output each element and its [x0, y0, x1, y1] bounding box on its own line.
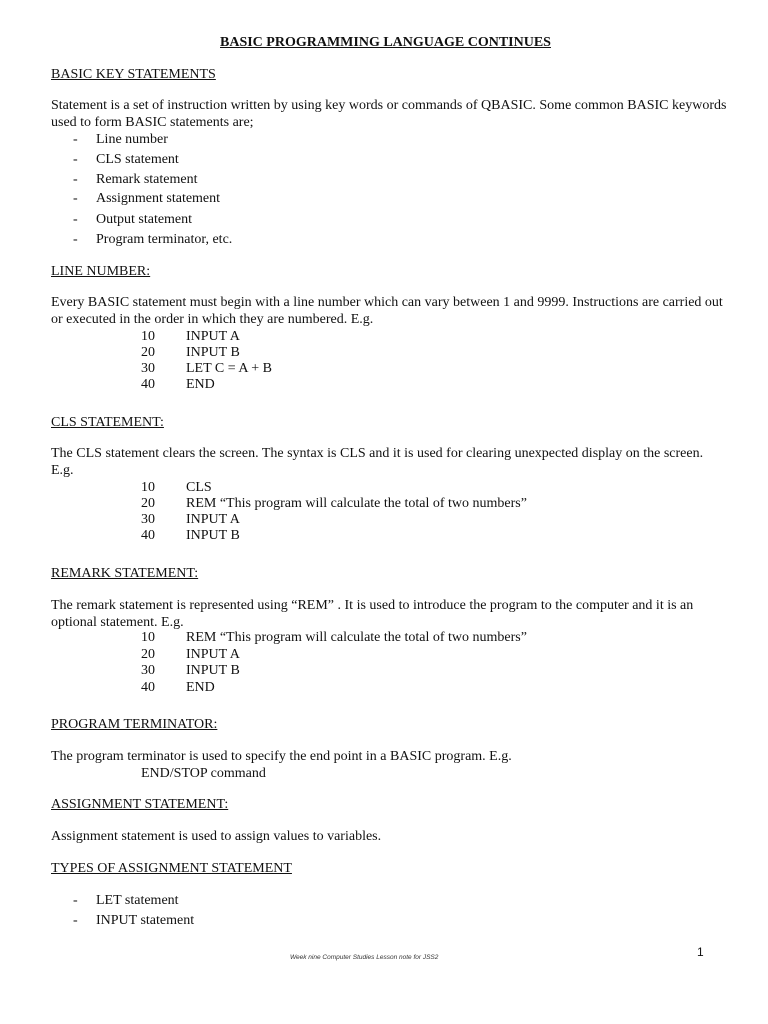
- list-bullet: -: [73, 172, 78, 187]
- code-line-number: 10: [141, 329, 155, 344]
- list-bullet: -: [73, 913, 78, 928]
- code-line-number: 10: [141, 630, 155, 645]
- section-heading-types-of-assignment: TYPES OF ASSIGNMENT STATEMENT: [51, 861, 292, 876]
- section-heading-assignment: ASSIGNMENT STATEMENT:: [51, 797, 229, 812]
- list-item: Output statement: [96, 212, 193, 227]
- page-footer: Week nine Computer Studies Lesson note for JSS2: [290, 954, 439, 961]
- list-bullet: -: [73, 232, 78, 247]
- program-terminator-example: END/STOP command: [141, 766, 266, 781]
- code-line-number: 20: [141, 647, 155, 662]
- remark-text: The remark statement is represented using “REM” . It is used to introduce the program to the computer and it is an optional statement. E.g.: [51, 598, 694, 630]
- list-bullet: -: [73, 212, 78, 227]
- code-line-number: 40: [141, 377, 155, 392]
- code-statement: REM “This program will calculate the total of two numbers”: [186, 496, 527, 511]
- code-line-number: 10: [141, 480, 155, 495]
- list-bullet: -: [73, 152, 78, 167]
- list-item: INPUT statement: [96, 913, 195, 928]
- section-heading-key-statements: BASIC KEY STATEMENTS: [51, 67, 216, 82]
- document-title: BASIC PROGRAMMING LANGUAGE CONTINUES: [220, 35, 551, 50]
- code-line-number: 20: [141, 496, 155, 511]
- section-heading-program-terminator: PROGRAM TERMINATOR:: [51, 717, 218, 732]
- code-line-number: 20: [141, 345, 155, 360]
- code-line-number: 30: [141, 663, 155, 678]
- list-item: Assignment statement: [96, 191, 221, 206]
- assignment-text: Assignment statement is used to assign values to variables.: [51, 829, 382, 844]
- code-statement: END: [186, 377, 215, 392]
- list-bullet: -: [73, 191, 78, 206]
- code-line-number: 40: [141, 528, 155, 543]
- code-statement: LET C = A + B: [186, 361, 272, 376]
- code-statement: INPUT A: [186, 329, 240, 344]
- list-item: CLS statement: [96, 152, 179, 167]
- key-statements-intro: Statement is a set of instruction written by using key words or commands of QBASIC. Some common BASIC keywords used to form BASIC statements are;: [51, 98, 727, 130]
- list-item: LET statement: [96, 893, 179, 908]
- code-line-number: 30: [141, 361, 155, 376]
- code-statement: INPUT A: [186, 512, 240, 527]
- list-bullet: -: [73, 893, 78, 908]
- page-number: 1: [697, 945, 704, 959]
- code-line-number: 30: [141, 512, 155, 527]
- list-item: Line number: [96, 132, 168, 147]
- section-heading-cls: CLS STATEMENT:: [51, 415, 164, 430]
- code-statement: INPUT B: [186, 663, 240, 678]
- code-statement: END: [186, 680, 215, 695]
- section-heading-remark: REMARK STATEMENT:: [51, 566, 199, 581]
- code-statement: INPUT B: [186, 345, 240, 360]
- code-statement: INPUT A: [186, 647, 240, 662]
- list-item: Program terminator, etc.: [96, 232, 233, 247]
- line-number-text: Every BASIC statement must begin with a line number which can vary between 1 and 9999. Instructions are carried out or executed in the order in which they are numbered. E.g.: [51, 295, 723, 327]
- list-item: Remark statement: [96, 172, 198, 187]
- cls-text: The CLS statement clears the screen. The syntax is CLS and it is used for clearing unexpected display on the screen. E.g.: [51, 446, 704, 478]
- code-statement: CLS: [186, 480, 212, 495]
- program-terminator-text: The program terminator is used to specify the end point in a BASIC program. E.g.: [51, 749, 512, 764]
- code-line-number: 40: [141, 680, 155, 695]
- code-statement: INPUT B: [186, 528, 240, 543]
- code-statement: REM “This program will calculate the total of two numbers”: [186, 630, 527, 645]
- section-heading-line-number: LINE NUMBER:: [51, 264, 151, 279]
- list-bullet: -: [73, 132, 78, 147]
